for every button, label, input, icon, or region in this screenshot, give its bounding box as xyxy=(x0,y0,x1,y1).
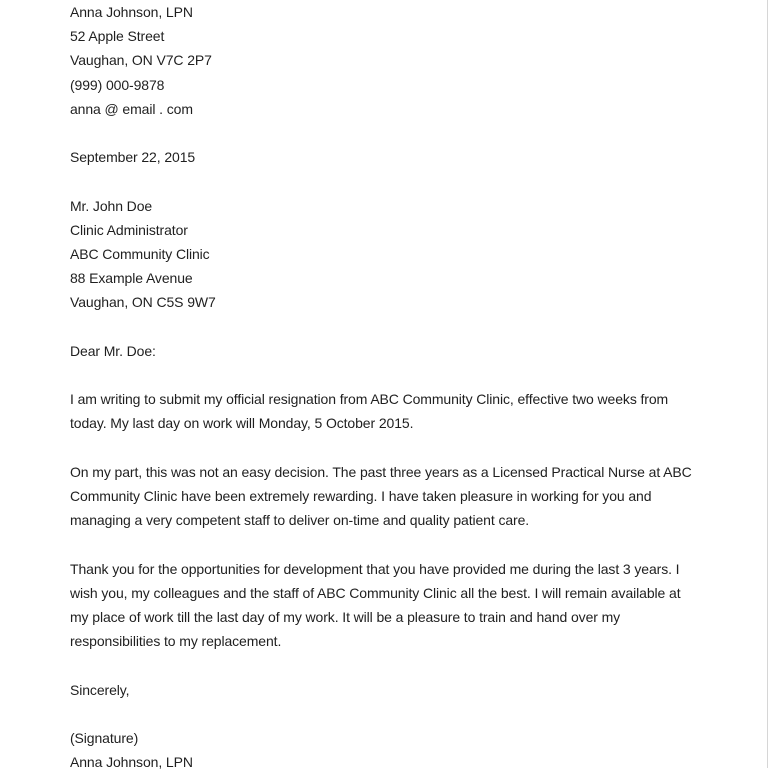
sender-street: 52 Apple Street xyxy=(70,28,165,45)
spacer xyxy=(70,315,730,339)
paragraph-line: managing a very competent staff to deliver on-time and quality patient care. xyxy=(70,512,530,529)
signature-placeholder: (Signature) xyxy=(70,729,139,746)
sender-name: Anna Johnson, LPN xyxy=(70,4,193,20)
body-paragraph xyxy=(70,460,730,533)
paragraph-line: wish you, my colleagues and the staff of ABC Community Clinic all the best. I will remain available at xyxy=(70,584,681,601)
spacer xyxy=(70,121,730,145)
body-paragraph xyxy=(70,387,730,435)
sender-phone: (999) 000-9878 xyxy=(70,76,165,93)
paragraph-line: responsibilities to my replacement. xyxy=(70,633,282,650)
paragraph-line: today. My last day on work will Monday, 5 October 2015. xyxy=(70,415,414,432)
signer-name: Anna Johnson, LPN xyxy=(70,754,193,771)
letter-body xyxy=(70,0,730,774)
sender-city: Vaughan, ON V7C 2P7 xyxy=(70,52,212,69)
recipient-city: Vaughan, ON C5S 9W7 xyxy=(70,294,216,311)
letter-date: September 22, 2015 xyxy=(70,149,196,166)
spacer xyxy=(70,702,730,726)
salutation: Dear Mr. Doe: xyxy=(70,342,156,359)
sender-address xyxy=(70,0,730,121)
paragraph-line: On my part, this was not an easy decision. The past three years as a Licensed Practical Nurse at ABC xyxy=(70,463,692,480)
paragraph-line: I am writing to submit my official resignation from ABC Community Clinic, effective two weeks from xyxy=(70,391,669,408)
body-paragraph xyxy=(70,557,730,654)
paragraph-line: Community Clinic have been extremely rewarding. I have taken pleasure in working for you and xyxy=(70,487,652,504)
spacer xyxy=(70,363,730,387)
recipient-name: Mr. John Doe xyxy=(70,197,153,214)
recipient-organization: ABC Community Clinic xyxy=(70,246,210,262)
paragraph-line: Thank you for the opportunities for development that you have provided me during the last 3 years. I xyxy=(70,560,680,577)
spacer xyxy=(70,169,730,193)
recipient-title: Clinic Administrator xyxy=(70,221,188,238)
spacer xyxy=(70,653,730,677)
recipient-street: 88 Example Avenue xyxy=(70,270,193,287)
paragraph-line: my place of work till the last day of my work. It will be a pleasure to train and hand over my xyxy=(70,608,621,625)
spacer xyxy=(70,436,730,460)
recipient-address xyxy=(70,194,730,315)
sender-email: anna @ email . com xyxy=(70,100,193,117)
spacer xyxy=(70,532,730,556)
closing: Sincerely, xyxy=(70,681,130,698)
